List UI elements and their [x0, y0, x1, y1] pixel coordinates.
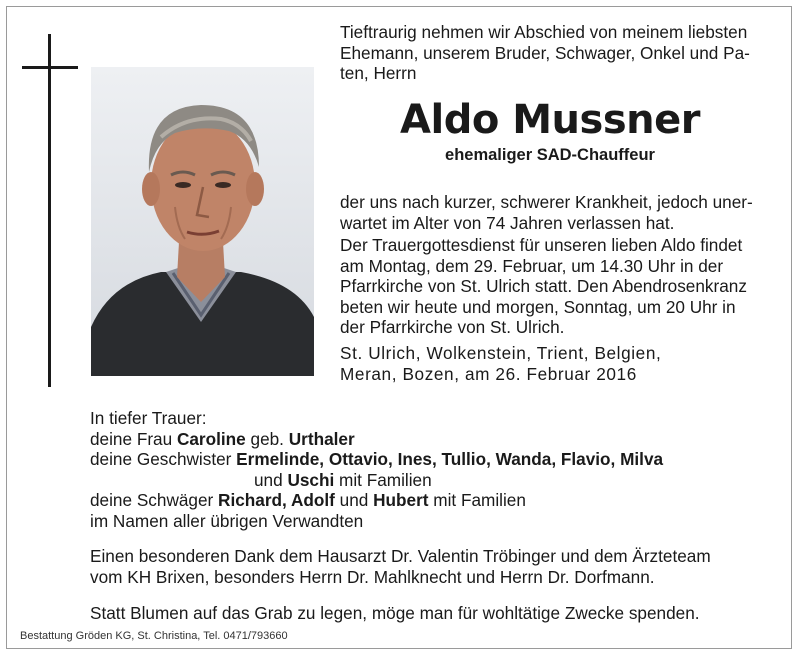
service-text: [340, 235, 760, 338]
mourner-text: und: [334, 490, 374, 510]
thanks-line: Einen besonderen Dank dem Hausarzt Dr. Valentin Tröbinger und dem Ärzteteam: [90, 546, 711, 566]
mourner-name: Ermelinde, Ottavio, Ines, Tullio, Wanda, Flavio, Milva: [236, 449, 664, 469]
service-line: Der Trauergottesdienst für unseren lieben Aldo findet: [340, 235, 743, 255]
mourner-name: Caroline: [176, 428, 246, 449]
place-line: Meran, Bozen, am 26. Februar 2016: [340, 363, 637, 384]
deceased-name: Aldo Mussner: [400, 97, 700, 143]
death-line: der uns nach kurzer, schwerer Krankheit, jedoch uner-: [340, 192, 753, 212]
mourner-text: und: [254, 469, 288, 490]
intro-line: Ehemann, unserem Bruder, Schwager, Onkel und Pa-: [340, 42, 750, 63]
death-line: wartet im Alter von 74 Jahren verlassen hat.: [340, 212, 675, 233]
mourner-siblings: [90, 449, 770, 470]
mourner-others: im Namen aller übrigen Verwandten: [90, 510, 364, 531]
mourner-relation: deine Schwäger: [90, 490, 219, 510]
service-line: der Pfarrkirche von St. Ulrich.: [340, 317, 565, 337]
mourner-text: mit Familien: [428, 490, 526, 510]
mourners-block: [90, 408, 770, 531]
mourner-name: Hubert: [373, 490, 429, 510]
portrait-photo: [91, 67, 314, 376]
mourner-text: geb.: [245, 428, 289, 449]
place-line: St. Ulrich, Wolkenstein, Trient, Belgien,: [340, 343, 662, 363]
mourner-relation: deine Geschwister: [90, 449, 237, 469]
mourner-relation: deine Frau: [90, 428, 177, 449]
intro-line: Tieftraurig nehmen wir Abschied von meinem liebsten: [340, 22, 748, 42]
mourner-siblings-cont: [90, 470, 770, 491]
place-date-text: [340, 343, 760, 384]
flowers-text: Statt Blumen auf das Grab zu legen, möge man für wohltätige Zwecke spenden.: [90, 603, 700, 623]
deceased-role: ehemaliger SAD-Chauffeur: [445, 146, 655, 164]
thanks-text: [90, 546, 770, 587]
service-line: am Montag, dem 29. Februar, um 14.30 Uhr in der: [340, 255, 724, 276]
funeral-home-footer: Bestattung Gröden KG, St. Christina, Tel. 0471/793660: [20, 630, 288, 642]
mourner-name: Richard, Adolf: [218, 490, 335, 510]
cross-vertical-bar: [48, 34, 51, 387]
service-line: beten wir heute und morgen, Sonntag, um 20 Uhr in: [340, 296, 736, 317]
mourner-text: mit Familien: [334, 469, 432, 490]
mourner-inlaws: [90, 490, 770, 511]
service-line: Pfarrkirche von St. Ulrich statt. Den Abendrosenkranz: [340, 276, 747, 296]
death-text: [340, 192, 760, 233]
cross-horizontal-bar: [22, 66, 78, 69]
intro-line: ten, Herrn: [340, 63, 417, 83]
mourner-name: Urthaler: [288, 428, 355, 449]
intro-text: [340, 22, 760, 84]
mourner-name: Uschi: [287, 469, 335, 490]
thanks-line: vom KH Brixen, besonders Herrn Dr. Mahlknecht und Herrn Dr. Dorfmann.: [90, 566, 655, 587]
mourner-wife: [90, 429, 770, 450]
mourners-heading: In tiefer Trauer:: [90, 408, 207, 428]
